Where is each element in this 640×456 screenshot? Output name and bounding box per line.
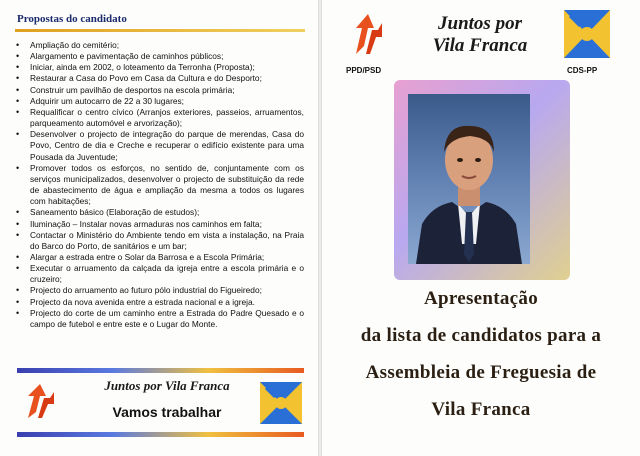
proposal-item: • Adquirir um autocarro de 22 a 30 lugares; <box>16 96 304 107</box>
proposal-item: • Saneamento básico (Elaboração de estudos); <box>16 207 304 218</box>
title-rule <box>15 29 305 32</box>
right-page <box>322 0 640 456</box>
header-title <box>410 13 550 57</box>
proposal-item: • Requalificar o centro cívico (Arranjos exteriores, passeios, arruamentos, parqueamento automóvel e arvorização); <box>16 107 304 129</box>
psd-arrow-logo-icon <box>24 382 58 422</box>
left-page <box>0 0 318 456</box>
cds-pp-logo-icon <box>260 382 302 424</box>
psd-arrow-logo-icon <box>352 12 386 58</box>
proposal-item: • Iniciar, ainda em 2002, o loteamento da Terronha (Proposta); <box>16 62 304 73</box>
psd-label: PPD/PSD <box>346 66 382 75</box>
cds-pp-label: CDS-PP <box>567 66 598 75</box>
headline-line-3: Assembleia de Freguesia de <box>365 362 597 383</box>
proposal-item: • Desenvolver o projecto de integração do parque de merendas, Casa do Povo, Centro de dia e Creche e recuperar o edifício existente para uma Pousada da Juventude; <box>16 129 304 162</box>
footer-motto: Vamos trabalhar <box>112 404 222 420</box>
proposal-item: • Contactar o Ministério do Ambiente tendo em vista a instalação, na Praia do Barco do Porto, de sanitários e um bar; <box>16 230 304 252</box>
headline-line-2: da lista de candidatos para a <box>360 325 602 346</box>
proposal-item: • Executar o arruamento da calçada da igreja entre a escola primária e o cruzeiro; <box>16 263 304 285</box>
header-title-line2: Vila Franca <box>432 35 528 56</box>
proposal-item: • Iluminação – Instalar novas armaduras nos caminhos em falta; <box>16 219 304 230</box>
proposal-item: • Projecto do arruamento ao futuro pólo industrial do Figueiredo; <box>16 285 304 296</box>
cds-pp-logo-icon <box>564 10 610 58</box>
proposal-list <box>16 40 304 330</box>
proposal-item: • Alargar a estrada entre o Solar da Barrosa e a Escola Primária; <box>16 252 304 263</box>
proposal-item: • Projecto do corte de um caminho entre a Estrada do Padre Quesado e o campo de futebol e entre este e o Lugar do Monte. <box>16 308 304 330</box>
headline-line-1: Apresentação <box>423 288 539 309</box>
section-title: Propostas do candidato <box>17 13 127 25</box>
proposal-item: • Construir um pavilhão de desportos na escola primária; <box>16 85 304 96</box>
headline-line-4: Vila Franca <box>431 399 531 420</box>
proposal-item: • Ampliação do cemitério; <box>16 40 304 51</box>
header-title-line1: Juntos por <box>438 13 522 34</box>
footer-slogan: Juntos por Vila Franca <box>104 378 230 393</box>
proposal-item: • Alargamento e pavimentação de caminhos públicos; <box>16 51 304 62</box>
proposal-item: • Restaurar a Casa do Povo em Casa da Cultura e do Desporto; <box>16 73 304 84</box>
candidate-portrait-icon <box>408 94 530 264</box>
proposal-item: • Projecto da nova avenida entre a estrada nacional e a igreja. <box>16 297 304 308</box>
proposal-item: • Promover todos os esforços, no sentido de, conjuntamente com os serviços municipalizados, desenvolver o projecto de substituição da rede de abastecimento de água e ampliação da mesma a todos os lugares com habitações; <box>16 163 304 208</box>
footer-bar-top <box>17 368 304 373</box>
footer-bar-bottom <box>17 432 304 437</box>
